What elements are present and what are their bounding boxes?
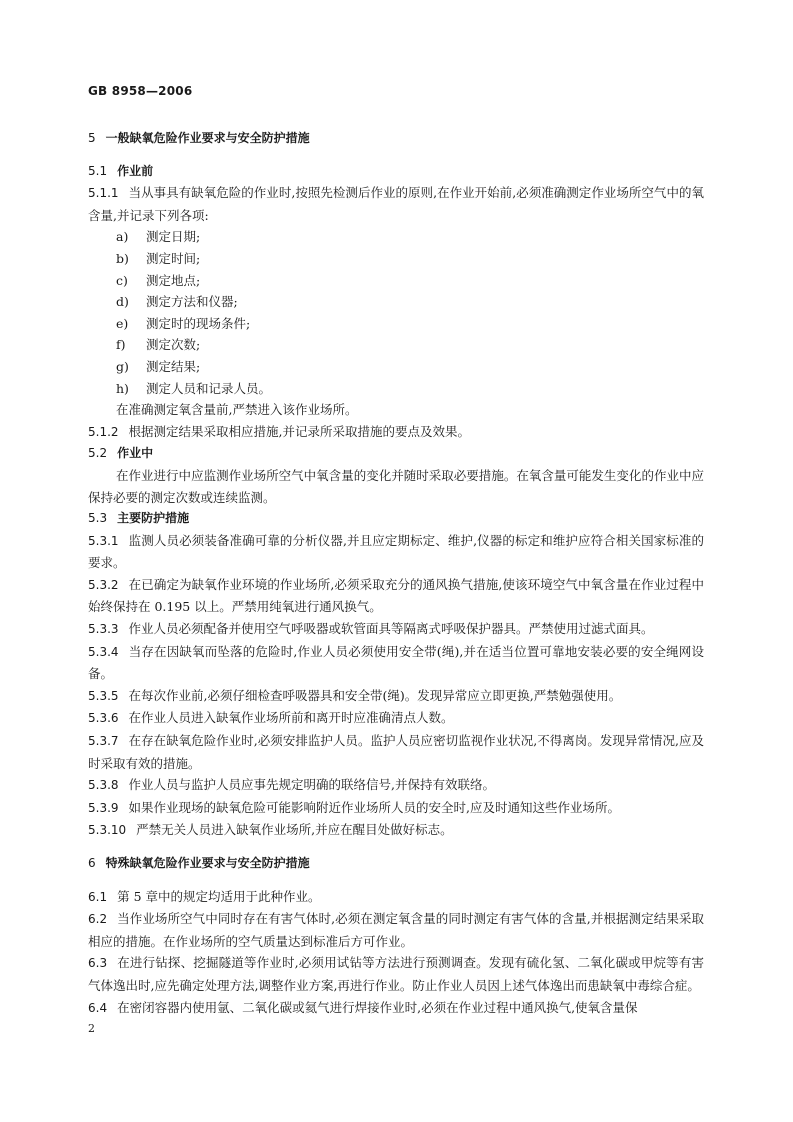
section-6-heading: [88, 853, 704, 875]
section-title: 主要防护措施: [117, 511, 190, 526]
clause-number: 6.4: [88, 1000, 108, 1015]
clause-text: 作业人员与监护人员应事先规定明确的联络信号,并保持有效联络。: [128, 777, 496, 793]
clause-5-3-8: [88, 774, 704, 797]
list-item-text: 测定方法和仪器;: [146, 294, 238, 310]
clause-text: 在存在缺氧危险作业时,必须安排监护人员。监护人员应密切监视作业状况,不得离岗。发现异常情况,应及时采取有效的措施。: [88, 733, 704, 771]
list-item-text: 测定时的现场条件;: [146, 315, 251, 331]
list-item: [88, 226, 704, 248]
list-item: [88, 378, 704, 400]
clause-number: 5.1.1: [88, 186, 119, 201]
section-5-heading: [88, 128, 704, 150]
clause-5-3-10: [88, 819, 704, 842]
clause-number: 5.3.1: [88, 533, 119, 548]
clause-number: 5.3.3: [88, 622, 119, 637]
clause-number: 6.3: [88, 956, 108, 971]
list-item-text: 测定结果;: [146, 358, 201, 374]
list-item-label: f): [116, 337, 126, 353]
clause-6-1: [88, 886, 704, 909]
clause-6-3: [88, 952, 704, 996]
section-title: 特殊缺氧危险作业要求与安全防护措施: [105, 856, 310, 870]
list-item-text: 测定地点;: [146, 272, 201, 288]
list-item-text: 测定时间;: [146, 250, 201, 266]
clause-text: 在进行钻探、挖掘隧道等作业时,必须用试钻等方法进行预测调查。发现有硫化氢、二氧化碳或甲烷等有害气体逸出时,应先确定处理方法,调整作业方案,再进行作业。防止作业人员因上述气体逸出而患缺氧中毒综合症。: [88, 955, 704, 993]
clause-number: 5.3.5: [88, 688, 119, 703]
page-number: 2: [88, 1022, 95, 1035]
clause-number: 5.3.2: [88, 577, 119, 592]
section-title: 一般缺氧危险作业要求与安全防护措施: [105, 131, 310, 145]
list-item: [88, 313, 704, 335]
section-5-2-text: 在作业进行中应监测作业场所空气中氧含量的变化并随时采取必要措施。在氧含量可能发生变化的作业中应保持必要的测定次数或连续监测。: [88, 467, 704, 505]
clause-5-3-2: [88, 574, 704, 618]
clause-number: 5.3.9: [88, 800, 119, 815]
clause-5-3-4: [88, 641, 704, 685]
list-item: [88, 270, 704, 292]
section-number: 5: [88, 131, 96, 145]
clause-5-3-5: [88, 685, 704, 708]
clause-text: 如果作业现场的缺氧危险可能影响附近作业场所人员的安全时,应及时通知这些作业场所。: [128, 799, 621, 815]
section-number: 5.1: [88, 163, 108, 178]
clause-number: 6.2: [88, 912, 108, 927]
list-item-label: b): [116, 250, 129, 266]
list-item: [88, 248, 704, 270]
clause-text: 第 5 章中的规定均适用于此种作业。: [117, 888, 321, 904]
clause-text: 在作业人员进入缺氧作业场所前和离开时应准确清点人数。: [128, 710, 454, 726]
clause-text: 在每次作业前,必须仔细检查呼吸器具和安全带(绳)。发现异常应立即更换,严禁勉强使用。: [128, 687, 622, 703]
section-number: 5.3: [88, 511, 108, 526]
clause-note: 在准确测定氧含量前,严禁进入该作业场所。: [116, 402, 358, 418]
document-code: GB 8958—2006: [88, 84, 193, 98]
clause-5-3-7: [88, 730, 704, 774]
list-item: [88, 291, 704, 313]
list-item-text: 测定日期;: [146, 229, 201, 245]
list-item-label: g): [116, 358, 129, 374]
list-item-label: e): [116, 315, 129, 331]
section-title: 作业中: [117, 446, 154, 461]
clause-6-4: [88, 997, 704, 1020]
clause-text: 当存在因缺氧而坠落的危险时,作业人员必须使用安全带(绳),并在适当位置可靠地安装必要的安全绳网设备。: [88, 643, 704, 682]
clause-text: 在密闭容器内使用氩、二氧化碳或氦气进行焊接作业时,必须在作业过程中通风换气,使氧含量保: [117, 999, 638, 1015]
clause-5-3-6: [88, 707, 704, 730]
clause-5-3-1: [88, 530, 704, 574]
clause-text: 在已确定为缺氧作业环境的作业场所,必须采取充分的通风换气措施,使该环境空气中氧含量在作业过程中始终保持在 0.195 以上。严禁用纯氧进行通风换气。: [88, 576, 704, 615]
list-item-label: a): [116, 229, 129, 245]
list-item-label: d): [116, 294, 129, 310]
clause-number: 6.1: [88, 889, 108, 904]
clause-text: 作业人员必须配备并使用空气呼吸器或软管面具等隔离式呼吸保护器具。严禁使用过滤式面具。: [128, 621, 654, 637]
list-item-text: 测定次数;: [146, 337, 201, 353]
clause-5-1-2: [88, 421, 704, 444]
clause-text: 严禁无关人员进入缺氧作业场所,并应在醒目处做好标志。: [136, 822, 453, 838]
section-title: 作业前: [117, 163, 154, 178]
clause-text: 监测人员必须装备准确可靠的分析仪器,并且应定期标定、维护,仪器的标定和维护应符合相关国家标准的要求。: [88, 532, 704, 571]
clause-5-1-1: [88, 182, 704, 226]
list-item-label: c): [116, 272, 128, 288]
list-item: [88, 356, 704, 378]
clause-text: 当从事具有缺氧危险的作业时,按照先检测后作业的原则,在作业开始前,必须准确测定作业场所空气中的氧含量,并记录下列各项:: [88, 185, 704, 223]
section-5-3-heading: [88, 508, 704, 530]
list-item-text: 测定人员和记录人员。: [146, 380, 272, 396]
clause-6-2: [88, 908, 704, 952]
list-item-label: h): [116, 380, 129, 396]
section-number: 6: [88, 856, 96, 870]
clause-number: 5.3.4: [88, 644, 119, 659]
clause-number: 5.1.2: [88, 424, 119, 439]
clause-5-3-9: [88, 797, 704, 820]
clause-5-3-3: [88, 618, 704, 641]
section-5-2-heading: [88, 443, 704, 465]
page-content: [88, 128, 704, 1019]
section-5-1-heading: [88, 161, 704, 183]
clause-text: 根据测定结果采取相应措施,并记录所采取措施的要点及效果。: [128, 423, 471, 439]
section-number: 5.2: [88, 446, 108, 461]
clause-number: 5.3.8: [88, 778, 119, 793]
clause-number: 5.3.10: [88, 823, 127, 838]
clause-text: 当作业场所空气中同时存在有害气体时,必须在测定氧含量的同时测定有害气体的含量,并根据测定结果采取相应的措施。在作业场所的空气质量达到标准后方可作业。: [88, 911, 704, 949]
clause-number: 5.3.6: [88, 711, 119, 726]
list-item: [88, 334, 704, 356]
clause-number: 5.3.7: [88, 734, 119, 749]
